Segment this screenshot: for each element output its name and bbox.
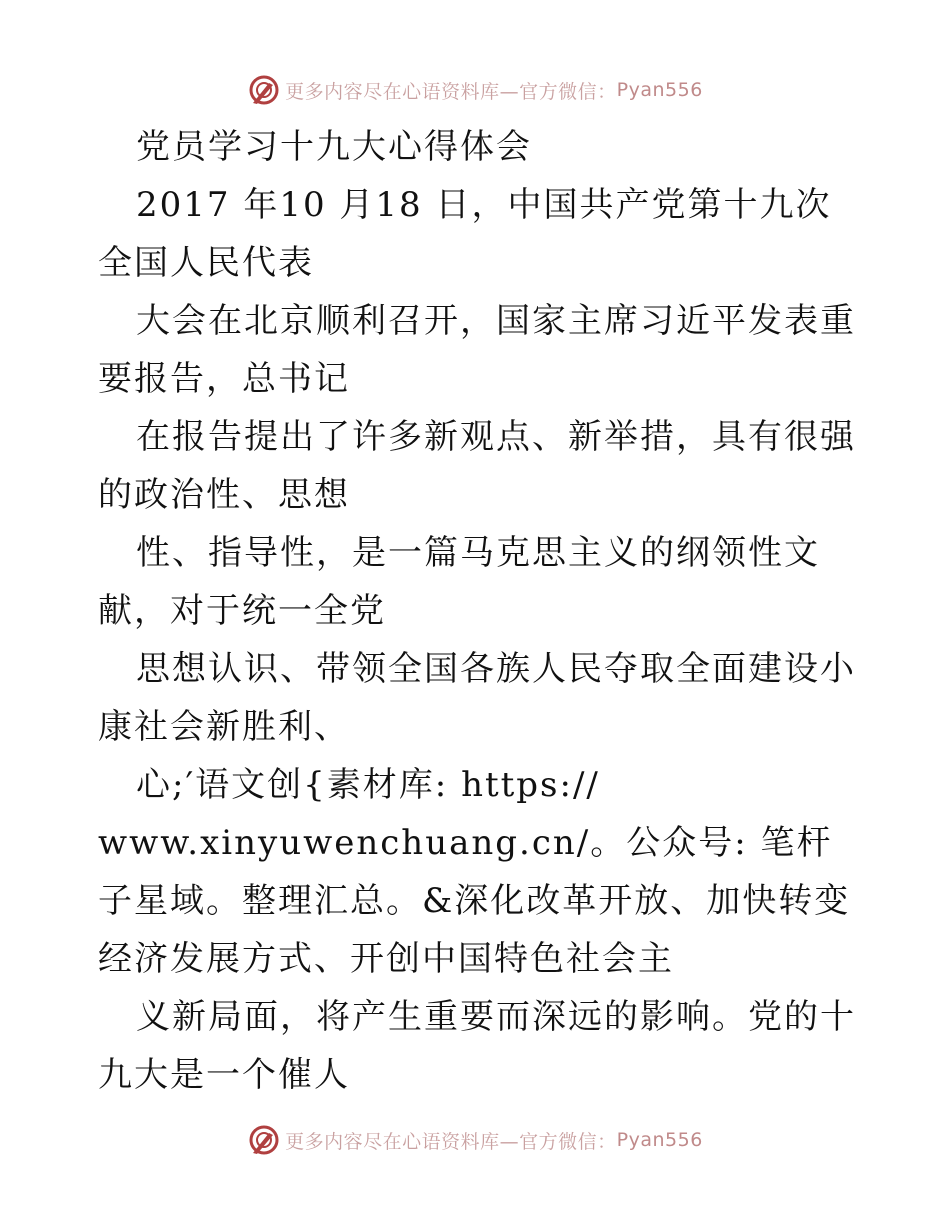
footer-watermark-banner: [0, 1120, 950, 1160]
paragraph-4: 性、指导性，是一篇马克思主义的纲领性文献，对于统一全党: [98, 533, 820, 631]
paragraph-7: www.xinyuwenchuang.cn/。公众号: 笔杆子星域。整理汇总。&深化改革开放、加快转变经济发展方式、开创中国特色社会主: [98, 823, 851, 979]
banner-wechat-id: Pyan556: [616, 1129, 703, 1151]
banner-wechat-id: Pyan556: [616, 79, 703, 101]
paragraph-2: 大会在北京顺利召开，国家主席习近平发表重要报告，总书记: [98, 301, 856, 399]
brush-logo-icon: [247, 1123, 281, 1157]
document-title: 党员学习十九大心得体会: [136, 127, 532, 167]
banner-text: 更多内容尽在心语资料库—官方微信：: [285, 80, 617, 103]
header-watermark-banner: [0, 70, 950, 110]
paragraph-5: 思想认识、带领全国各族人民夺取全面建设小康社会新胜利、: [98, 649, 856, 747]
paragraph-1: 2017 年10 月18 日，中国共产党第十九次全国人民代表: [98, 185, 832, 283]
paragraph-6: 心;′语文创{素材库: https://: [136, 765, 600, 805]
banner-text: 更多内容尽在心语资料库—官方微信：: [285, 1130, 617, 1153]
paragraph-8: 义新局面，将产生重要而深远的影响。党的十九大是一个催人: [98, 997, 856, 1095]
brush-logo-icon: [247, 73, 281, 107]
document-body: [98, 118, 858, 1104]
paragraph-3: 在报告提出了许多新观点、新举措，具有很强的政治性、思想: [98, 417, 856, 515]
